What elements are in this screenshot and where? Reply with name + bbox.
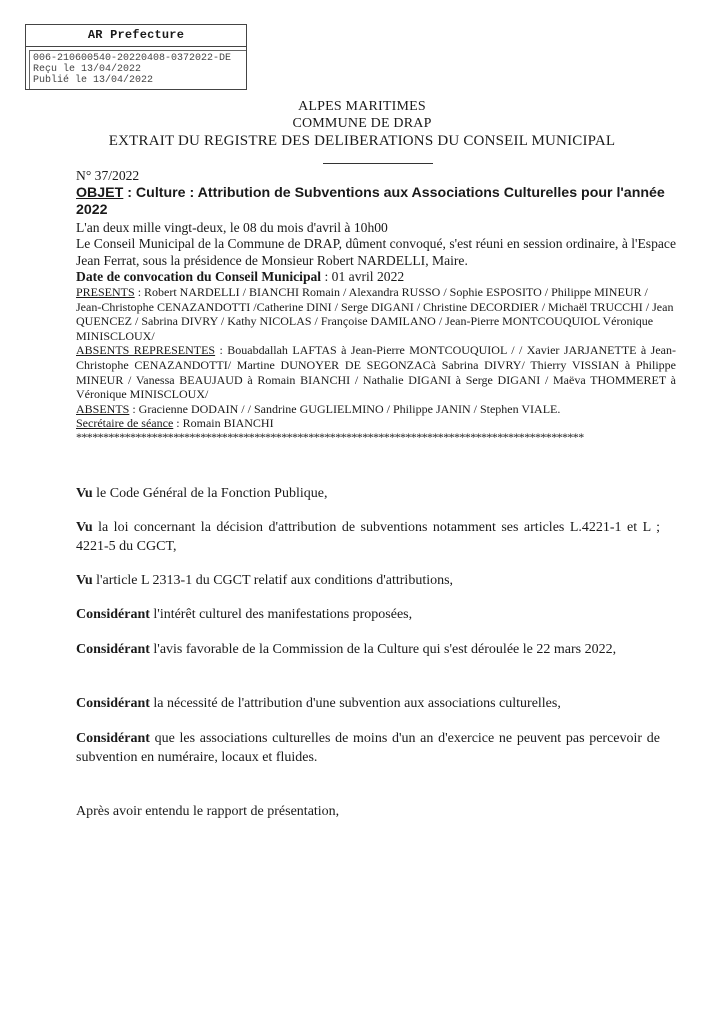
paragraph-text: la loi concernant la décision d'attribution de subventions notamment ses articles L.4221-1 et L ; 4221-5 du CGCT, [76,520,660,554]
meeting-date-line: L'an deux mille vingt-deux, le 08 du mois d'avril à 10h00 [76,220,388,236]
header-divider [323,163,433,164]
paragraph-considerant-associations [76,729,660,767]
paragraph-text: l'intérêt culturel des manifestations proposées, [149,607,413,622]
header-department: ALPES MARITIMES [298,99,426,114]
header-commune: COMMUNE DE DRAP [292,116,432,131]
paragraph-vu-code [76,484,660,503]
paragraph-keyword: Considérant [76,731,150,746]
paragraph-apres-rapport: Après avoir entendu le rapport de présentation, [76,804,340,819]
deliberation-number: N° 37/2022 [76,168,140,183]
paragraph-considerant-interet [76,605,660,624]
secretary-label: Secrétaire de séance [76,416,174,431]
paragraph-text: le Code Général de la Fonction Publique, [92,486,328,501]
presents-label: PRESENTS [76,285,135,300]
presents-line [76,285,676,343]
paragraph-text: la nécessité de l'attribution d'une subvention aux associations culturelles, [149,696,561,711]
paragraph-keyword: Considérant [76,607,150,622]
paragraph-text: l'article L 2313-1 du CGCT relatif aux conditions d'attributions, [92,573,454,588]
paragraph-vu-article [76,571,660,590]
objet-text: : Culture : Attribution de Subventions aux Associations Culturelles pour l'année 2022 [76,185,665,219]
separator-stars: ********************************************************************************************** [76,431,584,442]
absents-value: : Gracienne DODAIN / / Sandrine GUGLIELMINO / Philippe JANIN / Stephen VIALE. [129,401,561,416]
secretary-line [76,416,676,431]
session-text: Le Conseil Municipal de la Commune de DRAP, dûment convoqué, s'est réuni en session ordinaire, à l'Espace Jean Ferrat, sous la présidence de Monsieur Robert NARDELLI, Maire. [76,236,676,268]
paragraph-keyword: Considérant [76,696,150,711]
paragraph-text: que les associations culturelles de moins d'un an d'exercice ne peuvent pas percevoir de subvention en numéraire, locaux et fluides. [76,731,660,765]
absents-represented-value: : Bouabdallah LAFTAS à Jean-Pierre MONTCOUQUIOL / / Xavier JARJANETTE à Jean-Christophe CENAZANDOTTI/ Martine DUNOYER DE SEGONZACà Sabrina DIVRY/ Thierry VISSIAN à Philippe MINEUR / Vanessa BEAUJAUD à Romain BIANCHI / Nathalie DIGANI à Serge DIGANI / Maëva THOMMERET à Véronique MINISCLOUX/ [76,343,676,402]
paragraph-vu-loi [76,518,660,556]
paragraph-considerant-necessite [76,694,660,713]
convocation-label: Date de convocation du Conseil Municipal [76,268,322,284]
secretary-value: : Romain BIANCHI [173,416,274,431]
paragraph-keyword: Considérant [76,642,150,657]
stamp-details [29,50,246,89]
absents-represented-line [76,343,676,401]
absents-label: ABSENTS [76,401,130,416]
convocation-line [76,269,676,285]
paragraph-keyword: Vu [76,520,93,535]
objet-line [76,185,676,219]
stamp-received-date: Reçu le 13/04/2022 [33,64,142,75]
stamp-reference: 006-210600540-20220408-0372022-DE [33,53,232,64]
paragraph-keyword: Vu [76,573,93,588]
convocation-value: : 01 avril 2022 [321,268,405,284]
paragraph-text: l'avis favorable de la Commission de la Culture qui s'est déroulée le 22 mars 2022, [149,642,617,657]
deliberation-meta [76,168,676,442]
presents-value: : Robert NARDELLI / BIANCHI Romain / Alexandra RUSSO / Sophie ESPOSITO / Philippe MINEUR / Jean-Christophe CENAZANDOTTI /Catherine DINI / Serge DIGANI / Christine DECORDIER / Michaël TRUCCHI / Jean QUENCEZ / Sabrina DIVRY / Kathy NICOLAS / Françoise DAMILANO / Jean-Pierre MONTCOUQUIOL Véronique MINISCLOUX/ [76,285,674,343]
stamp-published-date: Publié le 13/04/2022 [33,75,154,86]
paragraph-keyword: Vu [76,486,93,501]
absents-represented-label: ABSENTS REPRESENTES [76,343,216,358]
ar-prefecture-stamp [25,24,247,90]
absents-line [76,402,676,417]
paragraph-considerant-avis [76,640,660,659]
stamp-title: AR Prefecture [26,25,246,47]
header-register-title: EXTRAIT DU REGISTRE DES DELIBERATIONS DU CONSEIL MUNICIPAL [108,133,616,149]
objet-label: OBJET [76,185,124,202]
